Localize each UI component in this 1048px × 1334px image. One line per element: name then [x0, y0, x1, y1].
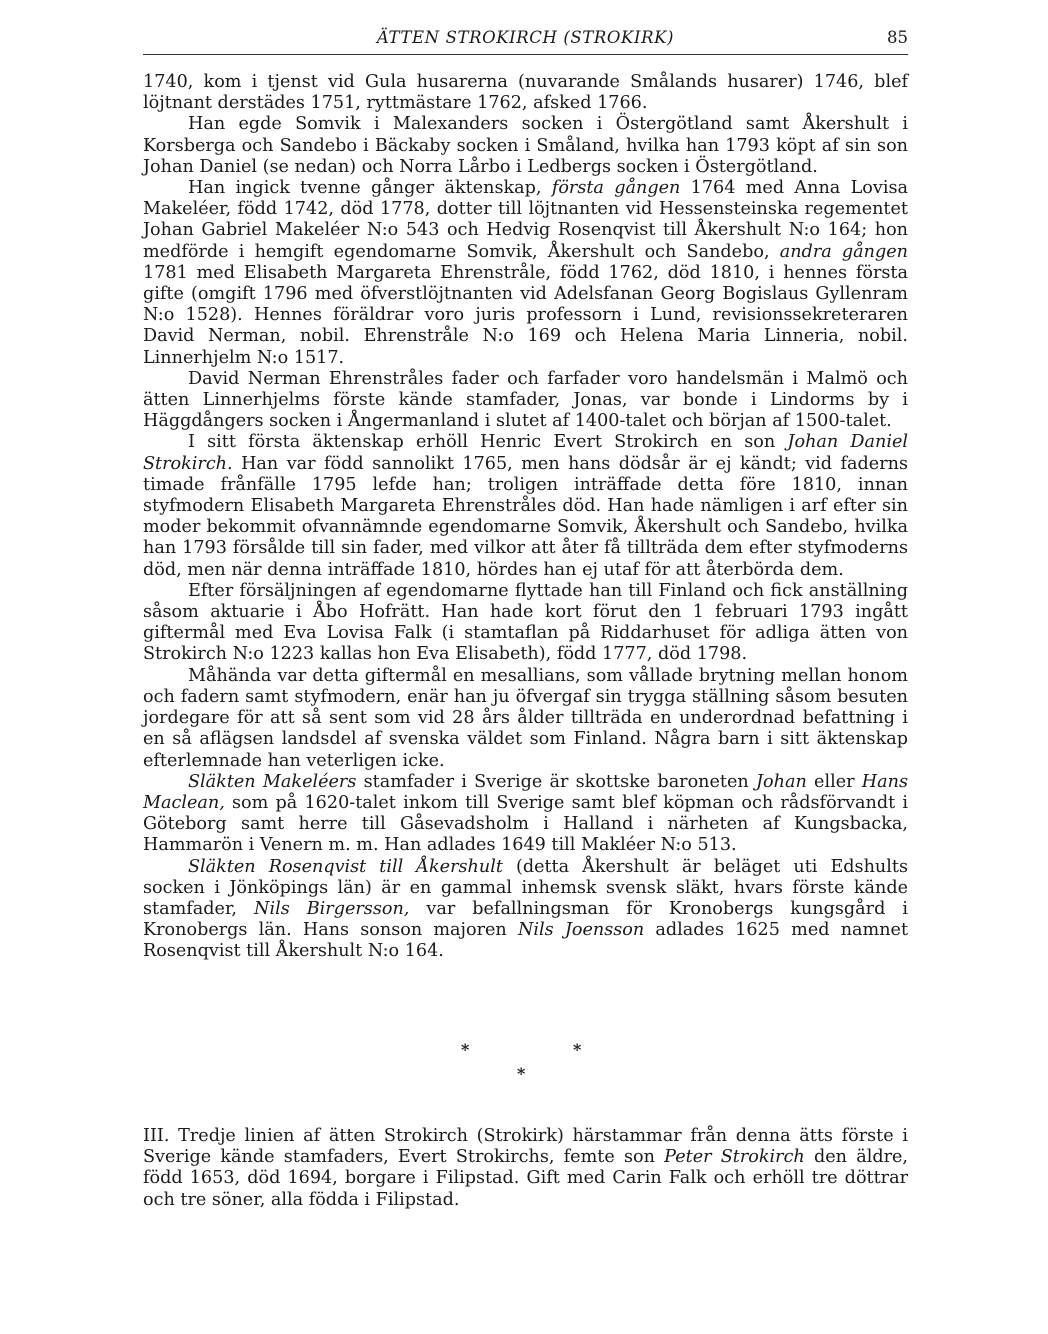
- text-run: Han var född sannolikt 1765, men hans dödsår är ej kändt; vid faderns timade frånfälle 1795 lefde han; troligen inträffade detta före 1810, innan styfmodern Elisabeth Margareta Ehrenstråles död. Han hade nämligen i arf efter sin moder bekommit ofvannämnde egendomarne Somvik, Åkershult och Sandebo, hvilka han 1793 försålde till sin fader, med vilkor att åter få tillträda dem efter styfmoderns död, men när denna inträffade 1810, hördes han ej utaf för att återbörda dem.: [143, 453, 908, 580]
- paragraph: [143, 178, 908, 369]
- text-run: var befallningsman för Kronobergs kungsgård i Kronobergs län. Hans sonson majoren: [143, 898, 908, 941]
- italic-text-run: andra gången: [779, 241, 909, 262]
- paragraph: [143, 581, 908, 666]
- italic-text-run: Släkten Rosenqvist till Åkershult: [188, 856, 503, 877]
- italic-text-run: Nils Joensson: [517, 920, 645, 941]
- text-run: eller: [806, 771, 862, 792]
- text-run: som på 1620-talet inkom till Sverige samt blef köpman och rådsförvandt i Göteborg samt herre till Gåsevadsholm i Halland i närheten af Kungsbacka, Hammarön i Venern m. m. Han adlades 1649 till Makléer N:o 513.: [143, 792, 908, 856]
- text-run: David Nerman Ehrenstråles fader och farfader voro handelsmän i Malmö och ätten Linnerhjelms förste kände stamfader, Jonas, var bonde i Lindorms by i Häggdångers socken i Ångermanland i slutet af 1400-talet och början af 1500-talet.: [143, 368, 908, 432]
- asterism-star-right: *: [573, 1040, 582, 1059]
- text-run: I sitt första äktenskap erhöll Henric Evert Strokirch en son: [188, 432, 788, 453]
- text-run: Måhända var detta giftermål en mesallians, som vållade brytning mellan honom och fadern samt styfmodern, enär han ju öfvergaf sin trygga ställning såsom besuten jordegare för att så sent som vid 28 års ålder tillträda en underordnad befattning i en så aflägsen landsdel af svenska väldet som Finland. Några barn i sitt äktenskap efterlemnade han veterligen icke.: [143, 665, 908, 771]
- text-run: 1764 med Anna Lovisa Makeléer, född 1742, död 1778, dotter till löjtnanten vid Hessensteinska regementet Johan Gabriel Makeléer N:o 543 och Hedvig Rosenqvist till Åkershult N:o 164; hon medförde i hemgift egendomarne Somvik, Åkershult och Sandebo,: [143, 178, 908, 262]
- text-run: 1740, kom i tjenst vid Gula husarerna (nuvarande Smålands husarer) 1746, blef löjtnant derstädes 1751, ryttmästare 1762, afsked 1766.: [143, 72, 908, 114]
- text-run: Efter försäljningen af egendomarne flyttade han till Finland och fick anställning såsom aktuarie i Åbo Hofrätt. Han hade kort förut den 1 februari 1793 ingått giftermål med Eva Lovisa Falk (i stamtaflan på Riddarhuset för adliga ätten von Strokirch N:o 1223 kallas hon Eva Elisabeth), född 1777, död 1798.: [143, 580, 908, 665]
- asterism-star-bottom: *: [517, 1064, 526, 1083]
- text-run: stamfader i Sverige är skottske baroneten: [356, 771, 756, 792]
- text-run: Han egde Somvik i Malexanders socken i Östergötland samt Åkershult i Korsberga och Sandebo i Bäckaby socken i Småland, hvilka han 1793 köpt af sin son Johan Daniel (se nedan) och Norra Lårbo i Ledbergs socken i Östergötland.: [143, 114, 908, 177]
- italic-text-run: Peter Strokirch: [664, 1147, 805, 1168]
- italic-text-run: Johan: [756, 771, 807, 792]
- paragraph: [143, 114, 908, 178]
- text-run: III. Tredje linien af ätten Strokirch (Strokirk) härstammar från denna ätts förste i Sverige kände stamfaders, Evert Strokirchs, femte son: [143, 1126, 908, 1168]
- text-run: (detta Åkershult är beläget uti Edshults socken i Jönköpings län) är en gammal inhemsk svensk släkt, hvars förste kände stamfader,: [143, 856, 908, 919]
- paragraph: [143, 72, 908, 114]
- paragraph: [143, 772, 908, 857]
- page-number: 85: [887, 28, 908, 47]
- italic-text-run: Nils Birgersson,: [254, 898, 410, 919]
- page-header: [143, 28, 908, 55]
- running-title: ÄTTEN STROKIRCH (STROKIRK): [376, 28, 675, 47]
- body-text: [143, 72, 908, 963]
- section-three: [143, 1126, 908, 1211]
- text-run: Han ingick tvenne gånger äktenskap,: [188, 178, 552, 199]
- paragraph: [143, 432, 908, 580]
- paragraph: [143, 666, 908, 772]
- italic-text-run: Hans Maclean,: [143, 771, 908, 813]
- paragraph: [143, 369, 908, 433]
- text-run: den äldre, född 1653, död 1694, borgare i Filipstad. Gift med Carin Falk och erhöll tre döttrar och tre söner, alla födda i Filipstad.: [143, 1147, 909, 1210]
- asterism-separator: [143, 1040, 908, 1090]
- italic-text-run: Släkten Makeléers: [188, 771, 357, 792]
- text-run: 1781 med Elisabeth Margareta Ehrenstråle, född 1762, död 1810, i hennes första gifte (omgift 1796 med öfverstlöjtnanten vid Adelsfanan Georg Bogislaus Gyllenram N:o 1528). Hennes föräldrar voro juris professorn i Lund, revisionssekreteraren David Nerman, nobil. Ehrenstråle N:o 169 och Helena Maria Linneria, nobil. Linnerhjelm N:o 1517.: [143, 262, 908, 368]
- italic-text-run: Johan Daniel Strokirch.: [143, 432, 908, 474]
- italic-text-run: första gången: [551, 178, 681, 199]
- section-three-paragraph: [143, 1126, 908, 1211]
- asterism-star-left: *: [461, 1040, 470, 1059]
- text-run: adlades 1625 med namnet Rosenqvist till Åkershult N:o 164.: [143, 920, 909, 962]
- paragraph: [143, 857, 908, 963]
